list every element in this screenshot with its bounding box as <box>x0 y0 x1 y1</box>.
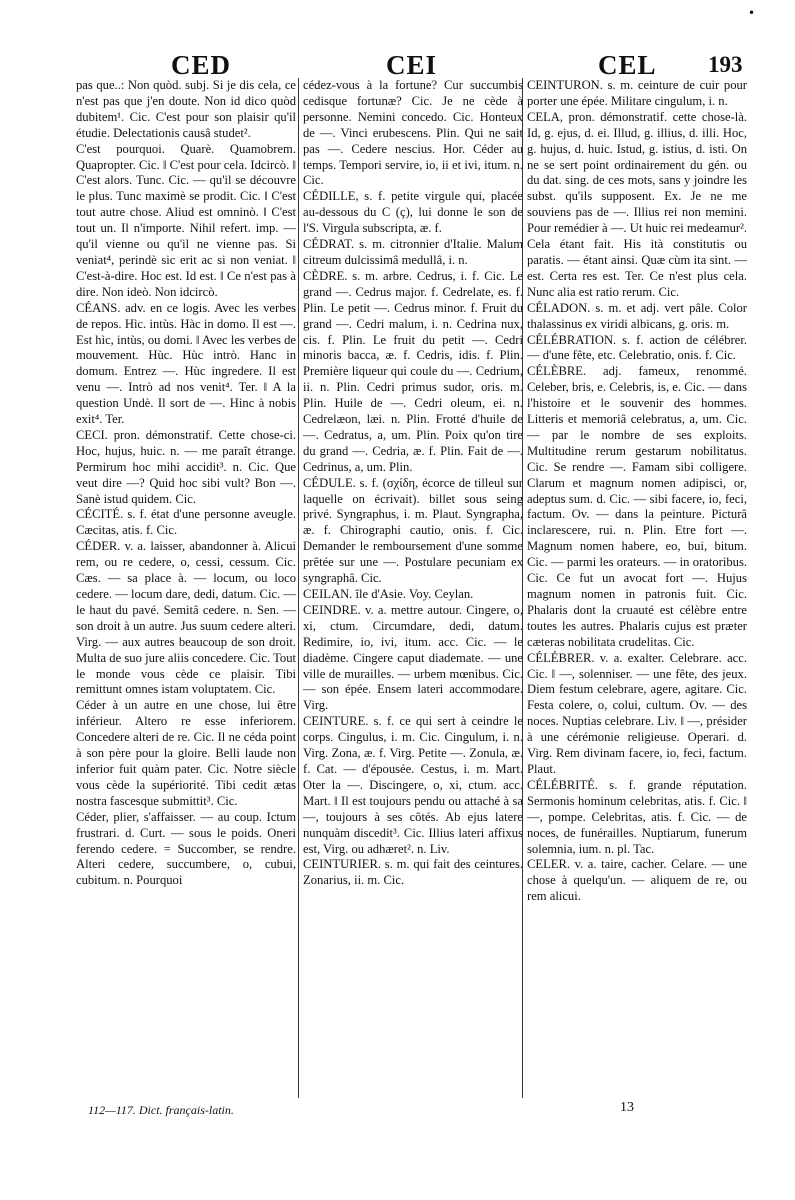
column-3-text: CEINTURON. s. m. ceinture de cuir pour porter une épée. Militare cingulum, i. n. CELA, pron. démonstratif. cette chose-là. Id, g. ejus, d. ei. Illud, g. illius, d. illi. Hoc, g. hujus, d. huic. Istud, g. istius, d. isti. On ne se sert point ordinairement du gén. ou du dat. sing. de ces mots, sans y joindre les subst. qu'ils supposent. Ex. Je ne me souviens pas de —. Illius rei non memini. Pour remédier à —. Ut huic rei medeamur². Cela étant fait. His ità constitutis ou paratis. — étant ainsi. Quæ cùm ita sint. — est. Certa res est. Ter. Ce n'est plus cela. Nunc alia est ratio rerum. Cic. CÉLADON. s. m. et adj. vert pâle. Color thalassinus ex viridi albicans, g. oris. m. CÉLÉBRATION. s. f. action de célébrer. — d'une fête, etc. Celebratio, onis. f. Cic. CÉLÈBRE. adj. fameux, renommé. Celeber, bris, e. Celebris, is, e. Cic. — dans l'histoire et le souvenir des hommes. Litteris et memoriâ celebratus, a, um. Cic. — par le nombre de ses exploits. Multitudine rerum gestarum nobilitatus. Cic. Se rendre —. Famam sibi colligere. Clarum et magnum nomen adipisci, or, adeptus sum. d. Cic. — sibi facere, io, feci, factum. Ov. — dans la peinture. Picturâ inclarescere, rui. n. Plin. Etre fort —. Magnum nomen habere, eo, bui, bitum. Cic. — parmi les orateurs. — in oratoribus. Cic. Ce fut un avocat fort —. Hujus magnum nomen in patronis fuit. Cic. Phalaris dont la cruauté est célèbre entre toutes les autres. Phalaris cujus est præter cæteras nobilitata crudelitas. Cic. CÉLÉBRER. v. a. exalter. Celebrare. acc. Cic. ‖ —, solenniser. — une fête, des jeux. Diem festum celebrare, agere, agitare. Cic. Festa colere, o, colui, cultum. Ov. — des noces. Nuptias celebrare. Liv. ‖ —, présider à une cérémonie religieuse. Operari. d. Virg. Rem divinam facere, io, feci, factum. Plaut. CÉLÉBRITÉ. s. f. grande réputation. Sermonis hominum celebritas, atis. f. Cic. ‖ —, pompe. Celebritas, atis. f. Cic. — de noces, de funérailles. Nuptiarum, funerum solemnia, ium. n. pl. Tac. CELER. v. a. taire, cacher. Celare. — une chose à quelqu'un. — aliquem de re, ou rem alicui. <box>527 78 747 904</box>
column-3 <box>522 78 747 1098</box>
column-2 <box>298 78 523 1098</box>
column-1 <box>76 78 296 1098</box>
column-2-text: cédez-vous à la fortune? Cur succumbis cedisque fortunæ? Cic. Je ne cède à personne. Nemini concedo. Cic. Honteux de —. Vinci erubescens. Plin. Qui ne sait pas —. Cedere nescius. Hor. Céder au temps. Tempori servire, io, ii et ivi, itum. n. Cic. CÉDILLE, s. f. petite virgule qui, placée au-dessous du C (ç), lui donne le son de l'S. Virgula subscripta, æ. f. CÉDRAT. s. m. citronnier d'Italie. Malum citreum dulcissimâ medullâ, i. n. CÈDRE. s. m. arbre. Cedrus, i. f. Cic. Le grand —. Cedrus major. f. Cedrelate, es. f. Plin. Le petit —. Cedrus minor. f. Fruit du grand —. Cedri malum, i. n. Cedrina nux, cis. f. Plin. Le fruit du petit —. Cedri minoris bacca, æ. f. Cedris, idis. f. Plin. Première liqueur qui coule du —. Cedrium, ii. n. Plin. Cedri primus sudor, oris. m. Plin. Huile de —. Cedri oleum, ei. n. Cedrelæon, læi. n. Plin. Frotté d'huile de —. Cedratus, a, um. Plin. Poix qu'on tire du grand —. Cedria, æ. f. Plin. Fait de —. Cedrinus, a, um. Plin. CÉDULE. s. f. (σχίδη, écorce de tilleul sur laquelle on écrivait). billet sous seing privé. Syngraphus, i. m. Plaut. Syngrapha, æ. f. Chirographi cautio, onis. f. Cic. Demander le remboursement d'une somme prêtée sur une —. Postulare pecuniam ex syngraphâ. Cic. CEILAN. île d'Asie. Voy. Ceylan. CEINDRE. v. a. mettre autour. Cingere, o, xi, ctum. Circumdare, dedi, datum. Redimire, io, ivi, itum. acc. Cic. — le diadème. Cingere caput diademate. — une ville de murailles. — urbem mœnibus. Cic. — son épée. Ensem lateri accommodare. Virg. CEINTURE. s. f. ce qui sert à ceindre le corps. Cingulus, i. m. Cic. Cingulum, i. n. Virg. Zona, æ. f. Virg. Petite —. Zonula, æ. f. Cat. — d'épousée. Cestus, i. m. Mart. Oter la —. Discingere, o, xi, ctum. acc. Mart. ‖ Il est toujours pendu ou attaché à sa —, toujours à ses côtés. Ab ejus latere nunquàm discedit³. Cic. Illius lateri affixus est, Virg. ou adhæret². n. Liv. CEINTURIER. s. m. qui fait des ceintures. Zonarius, ii. m. Cic. <box>303 78 523 888</box>
corner-mark: • <box>748 6 756 20</box>
printer-signature: 112—117. Dict. français-latin. <box>88 1103 234 1117</box>
sheet-number: 13 <box>620 1100 634 1115</box>
dictionary-columns <box>76 78 766 1098</box>
running-head-center: CEI <box>386 50 438 80</box>
running-head-right: CEL <box>598 50 657 80</box>
column-1-text: pas que..: Non quòd. subj. Si je dis cela, ce n'est pas que j'en doute. Non id dico quòd dubitem¹. Cic. C'est pour son plaisir qu'il étudie. Delectationis causâ studet². C'est pourquoi. Quarè. Quamobrem. Quapropter. Cic. ‖ C'est pour cela. Idcircò. ‖ C'est alors. Tunc. Cic. — qu'il se découvre le plus. Tunc maximè se prodit. Cic. ‖ C'est tout autre chose. Aliud est omninò. ‖ C'est tout un. Il n'importe. Nihil refert. imp. — qu'il vienne ou qu'il ne vienne pas. Si veniat⁴, perindè sic erit ac si non veniat. ‖ C'est-à-dire. Hoc est. Id est. ‖ Ce n'est pas à dire. Non ideò. Non idcircò. CÉANS. adv. en ce logis. Avec les verbes de repos. Hìc. intùs. Hàc in domo. Il est —. Est hìc, intùs, ou domi. ‖ Avec les verbes de mouvement. Hùc. Hùc intrò. Hanc in domum. Entrez —. Hùc ingredere. Il est venu —. Intrò ad nos venit⁴. Ter. ‖ A la question Undè. Il sort de —. Hinc à nobis exit⁴. Ter. CECI. pron. démonstratif. Cette chose-ci. Hoc, hujus, huic. n. — me paraît étrange. Permirum hoc mihi accidit³. n. Cic. Que veut dire —? Quid hoc sibi vult? Bon —. Sanè istud quidem. Cic. CÉCITÉ. s. f. état d'une personne aveugle. Cæcitas, atis. f. Cic. CÉDER. v. a. laisser, abandonner à. Alicui rem, ou re cedere, o, cessi, cessum. Cic. Cæs. — sa place à. — locum, ou loco cedere. — locum dare, dedi, datum. Cic. — le haut du pavé. Semitâ cedere. n. Sen. — son droit à un autre. Jus suum cedere alteri. Virg. — aux autres beaucoup de son droit. Multa de suo jure aliis concedere. Cic. Tout le monde vous cède ce plaisir. Tibi remittunt omnes istam voluptatem. Cic. Céder à un autre en une chose, lui être inférieur. Altero re esse inferiorem. Concedere alteri de re. Cic. Il ne céda point à son père pour la gloire. Belli laude non inferior fuit quàm pater. Cic. Notre siècle vous cède la supériorité. Tibi cedit ætas nostra fascesque submittit³. Cic. Céder, plier, s'affaisser. — au coup. Ictum frustrari. d. Curt. — sous le poids. Oneri ferendo cedere. = Succomber, se rendre. Alteri cedere, succumbere, o, cubui, cubitum. n. Pourquoi <box>76 78 296 888</box>
running-head-left: CED <box>171 50 232 80</box>
page-number: 193 <box>708 52 743 77</box>
